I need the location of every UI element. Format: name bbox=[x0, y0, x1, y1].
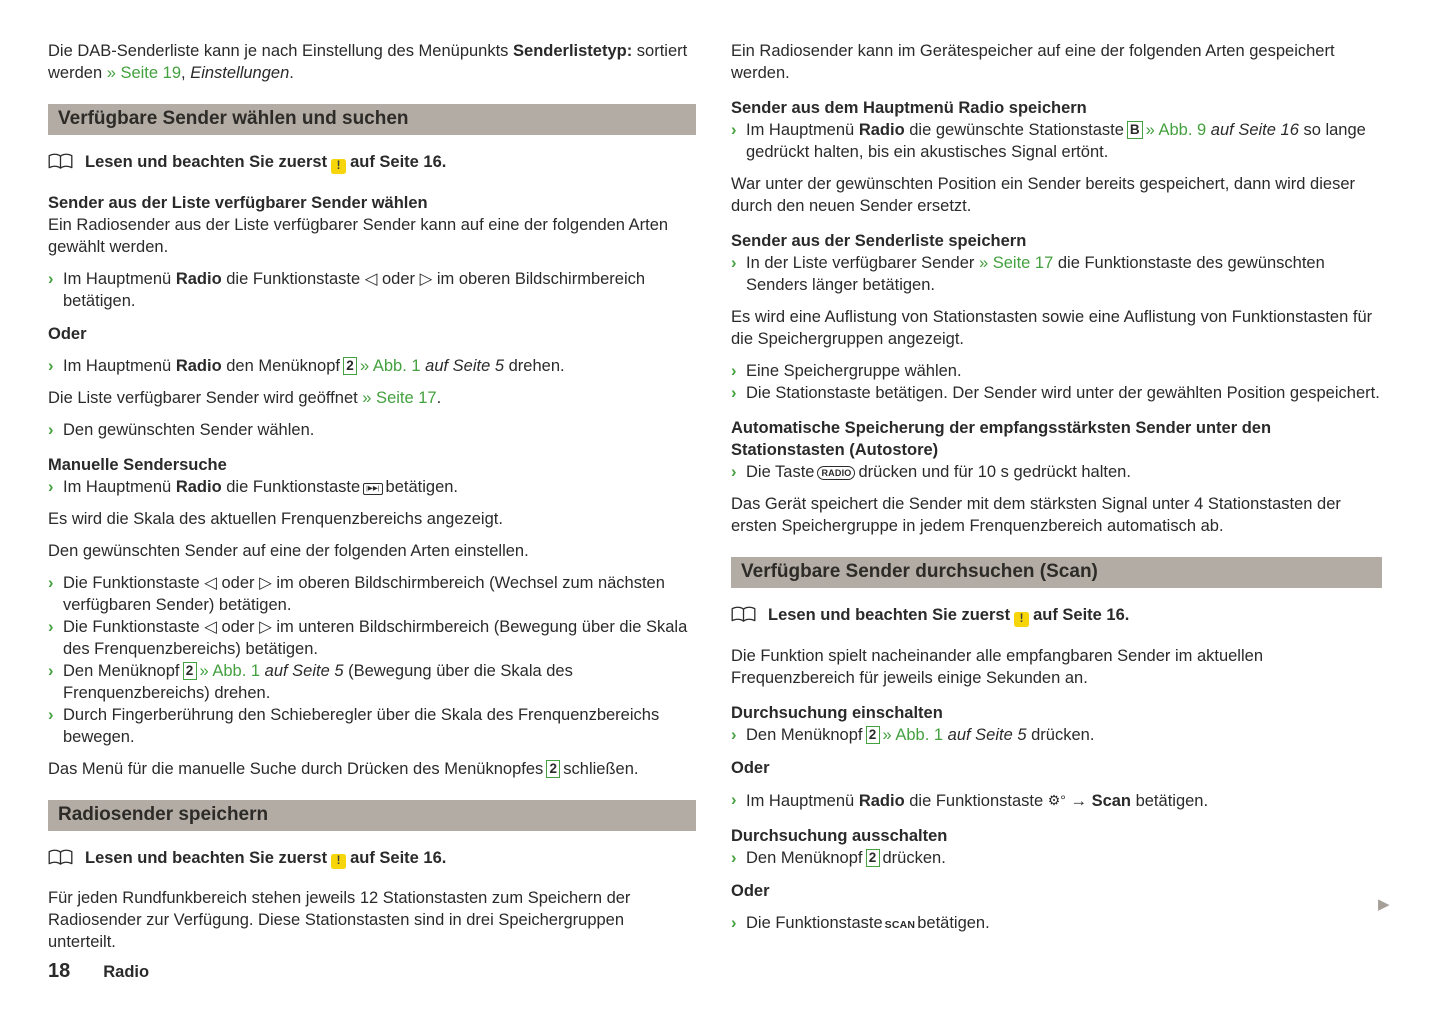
connector-word: Oder bbox=[48, 324, 87, 343]
bullet-text: Den Menüknopf 2 » Abb. 1 auf Seite 5 drücken. bbox=[746, 725, 1095, 744]
bullet-icon: › bbox=[731, 913, 737, 932]
footer-section-label: Radio bbox=[103, 963, 150, 981]
bullet-item bbox=[731, 912, 1382, 936]
bullet-text: Eine Speichergruppe wählen. bbox=[746, 362, 962, 380]
subheading: Sender aus der Senderliste speichern bbox=[731, 232, 1027, 250]
page-footer bbox=[48, 960, 149, 983]
bullet-icon: › bbox=[48, 269, 54, 288]
bullet-text: Die Stationstaste betätigen. Der Sender wird unter der gewählten Position gespeichert. bbox=[746, 384, 1380, 402]
bullet-item bbox=[731, 360, 1382, 382]
bullet-icon: › bbox=[48, 705, 54, 724]
paragraph: Die Funktion spielt nacheinander alle empfangbaren Sender im aktuellen Frequenzbereich für jeweils einige Sekunden an. bbox=[731, 646, 1263, 687]
warning-icon: ! bbox=[1014, 612, 1029, 627]
right-column bbox=[731, 40, 1382, 936]
settings-gear-icon: ⚙° bbox=[1047, 791, 1066, 808]
note-line bbox=[731, 604, 1382, 627]
cross-reference-link: » Abb. 9 bbox=[1145, 121, 1207, 139]
bullet-item bbox=[48, 704, 696, 748]
bullet-item bbox=[731, 382, 1382, 404]
warning-icon: ! bbox=[331, 854, 346, 869]
bullet-item bbox=[731, 252, 1382, 296]
paragraph: Für jeden Rundfunkbereich stehen jeweils 12 Stationstasten zum Speichern der Radiosender zur Verfügung. Diese Stationstasten sind in drei Speichergruppen unterteilt. bbox=[48, 889, 631, 951]
cross-reference-link: » Abb. 1 bbox=[882, 725, 944, 744]
bullet-text: Im Hauptmenü Radio die Funktionstaste ◁ oder ▷ im oberen Bildschirmbereich betätigen. bbox=[63, 269, 646, 310]
note-text: Lesen und beachten Sie zuerst ! auf Seite 16. bbox=[85, 153, 447, 172]
bullet-item bbox=[48, 268, 696, 312]
subheading: Manuelle Sendersuche bbox=[48, 455, 227, 474]
cross-reference-link: » Abb. 1 bbox=[199, 661, 261, 680]
bullet-icon: › bbox=[731, 362, 737, 380]
bullet-item bbox=[731, 724, 1382, 746]
bullet-text: Den Menüknopf 2 drücken. bbox=[746, 848, 946, 867]
paragraph: Den gewünschten Sender auf eine der folgenden Arten einstellen. bbox=[48, 541, 529, 560]
bullet-icon: › bbox=[48, 661, 54, 680]
warning-icon: ! bbox=[331, 159, 346, 174]
left-column bbox=[48, 40, 696, 953]
key-cap: 2 bbox=[546, 760, 560, 778]
bullet-text: Im Hauptmenü Radio die Funktionstaste |▶▶| betätigen. bbox=[63, 477, 459, 496]
paragraph: Das Gerät speichert die Sender mit dem stärksten Signal unter 4 Stationstasten der ersten Speichergruppe in jedem Frenquenzbereich automatisch ab. bbox=[731, 495, 1341, 535]
scan-key-icon: SCAN bbox=[884, 918, 916, 931]
page-continuation-icon: ▶ bbox=[1378, 896, 1390, 913]
bullet-item bbox=[48, 616, 696, 660]
book-icon bbox=[48, 849, 73, 866]
connector-word: Oder bbox=[731, 881, 770, 900]
bullet-icon: › bbox=[731, 725, 737, 744]
paragraph: Die Liste verfügbarer Sender wird geöffnet » Seite 17. bbox=[48, 388, 442, 407]
bullet-text: Die Funktionstaste ◁ oder ▷ im unteren Bildschirmbereich (Bewegung über die Skala des Frenquenzbereichs) betätigen. bbox=[63, 617, 688, 658]
paragraph: Es wird eine Auflistung von Stationstasten sowie eine Auflistung von Funktionstasten für die Speichergruppen angezeigt. bbox=[731, 308, 1373, 348]
bullet-text: In der Liste verfügbarer Sender » Seite 17 die Funktionstaste des gewünschten Senders länger betätigen. bbox=[746, 254, 1325, 294]
bullet-icon: › bbox=[48, 420, 54, 439]
paragraph: Ein Radiosender aus der Liste verfügbarer Sender kann auf eine der folgenden Arten gewählt werden. bbox=[48, 215, 669, 256]
book-icon bbox=[48, 153, 73, 170]
bullet-text: Die Funktionstaste ◁ oder ▷ im oberen Bildschirmbereich (Wechsel zum nächsten verfügbaren Sender) betätigen. bbox=[63, 573, 665, 614]
subheading: Durchsuchung einschalten bbox=[731, 703, 943, 722]
bullet-text: Im Hauptmenü Radio die gewünschte Stationstaste B » Abb. 9 auf Seite 16 so lange gedrückt halten, bis ein akustisches Signal ertönt. bbox=[746, 121, 1366, 161]
bullet-icon: › bbox=[48, 356, 54, 375]
bullet-icon: › bbox=[48, 573, 54, 592]
bullet-icon: › bbox=[48, 617, 54, 636]
subheading: Durchsuchung ausschalten bbox=[731, 826, 948, 845]
subheading: Sender aus dem Hauptmenü Radio speichern bbox=[731, 99, 1087, 117]
manual-search-key-icon: |▶▶| bbox=[363, 483, 382, 495]
bullet-item bbox=[48, 419, 696, 441]
cross-reference-link: » Seite 19 bbox=[106, 64, 182, 82]
section-header: Verfügbare Sender durchsuchen (Scan) bbox=[731, 557, 1382, 588]
radio-hardkey-icon: RADIO bbox=[817, 466, 855, 480]
paragraph: War unter der gewünschten Position ein Sender bereits gespeichert, dann wird dieser durch den neuen Sender ersetzt. bbox=[731, 175, 1355, 215]
bullet-icon: › bbox=[731, 463, 737, 481]
note-text: Lesen und beachten Sie zuerst ! auf Seite 16. bbox=[768, 606, 1130, 625]
note-line bbox=[48, 847, 696, 870]
bullet-text: Die Taste RADIO drücken und für 10 s gedrückt halten. bbox=[746, 463, 1131, 481]
bullet-item bbox=[48, 355, 696, 377]
paragraph: Die DAB-Senderliste kann je nach Einstellung des Menüpunkts Senderlistetyp: sortiert werden » Seite 19, Einstellungen. bbox=[48, 42, 688, 82]
bullet-icon: › bbox=[731, 848, 737, 867]
cross-reference-link: » Seite 17 bbox=[362, 388, 437, 407]
bullet-item bbox=[731, 461, 1382, 483]
bullet-item bbox=[731, 119, 1382, 163]
bullet-text: Im Hauptmenü Radio die Funktionstaste ⚙° → Scan betätigen. bbox=[746, 791, 1209, 810]
bullet-icon: › bbox=[48, 477, 54, 496]
key-cap: 2 bbox=[343, 357, 357, 375]
bullet-text: Durch Fingerberührung den Schieberegler über die Skala des Frenquenzbereichs bewegen. bbox=[63, 705, 660, 746]
bullet-text: Den gewünschten Sender wählen. bbox=[63, 420, 315, 439]
bullet-icon: › bbox=[731, 384, 737, 402]
note-line bbox=[48, 151, 696, 174]
bullet-item bbox=[731, 789, 1382, 812]
bullet-item bbox=[48, 660, 696, 704]
note-text: Lesen und beachten Sie zuerst ! auf Seite 16. bbox=[85, 848, 447, 867]
bullet-item bbox=[48, 572, 696, 616]
cross-reference-link: » Seite 17 bbox=[978, 254, 1054, 272]
bullet-icon: › bbox=[731, 121, 737, 139]
section-header: Radiosender speichern bbox=[48, 800, 696, 831]
paragraph: Ein Radiosender kann im Gerätespeicher auf eine der folgenden Arten gespeichert werden. bbox=[731, 42, 1335, 82]
bullet-icon: › bbox=[731, 790, 737, 809]
bullet-text: Im Hauptmenü Radio den Menüknopf 2 » Abb. 1 auf Seite 5 drehen. bbox=[63, 356, 565, 375]
page-number: 18 bbox=[48, 960, 71, 982]
bullet-text: Den Menüknopf 2 » Abb. 1 auf Seite 5 (Bewegung über die Skala des Frenquenzbereichs) drehen. bbox=[63, 661, 573, 702]
connector-word: Oder bbox=[731, 758, 770, 777]
key-cap: 2 bbox=[183, 662, 197, 680]
bullet-item bbox=[731, 847, 1382, 869]
key-cap: 2 bbox=[866, 849, 880, 867]
subheading: Sender aus der Liste verfügbarer Sender wählen bbox=[48, 193, 428, 212]
section-header: Verfügbare Sender wählen und suchen bbox=[48, 104, 696, 135]
book-icon bbox=[731, 606, 756, 623]
bullet-icon: › bbox=[731, 254, 737, 272]
cross-reference-link: » Abb. 1 bbox=[360, 356, 421, 375]
paragraph: Es wird die Skala des aktuellen Frenquenzbereichs angezeigt. bbox=[48, 509, 503, 528]
bullet-item bbox=[48, 476, 696, 498]
key-cap: 2 bbox=[866, 726, 880, 744]
key-cap: B bbox=[1127, 121, 1143, 139]
paragraph: Das Menü für die manuelle Suche durch Drücken des Menüknopfes 2 schließen. bbox=[48, 759, 639, 778]
bullet-text: Die Funktionstaste SCAN betätigen. bbox=[746, 913, 990, 932]
subheading: Automatische Speicherung der empfangsstärksten Sender unter den Stationstasten (Autostore) bbox=[731, 419, 1272, 459]
